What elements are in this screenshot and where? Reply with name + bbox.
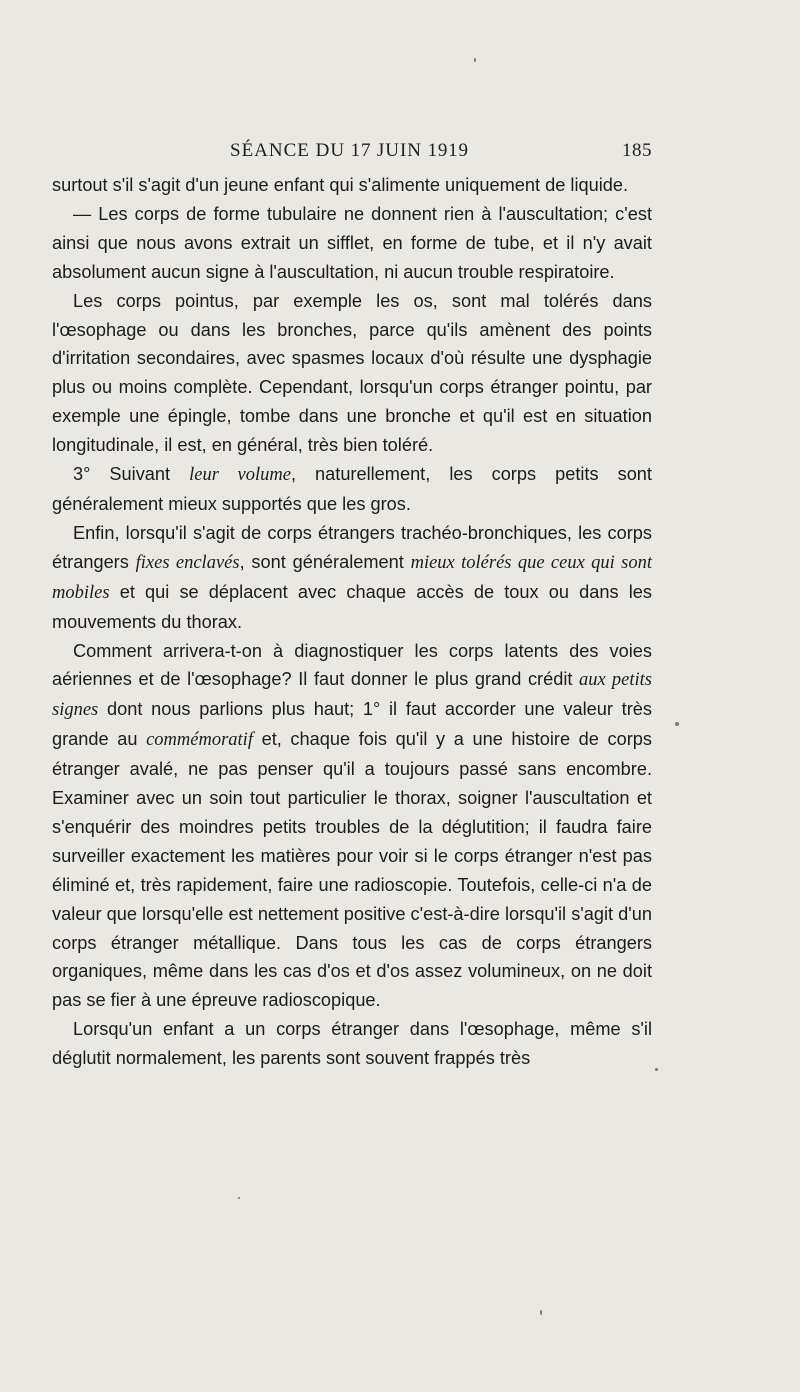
paper-speck: [655, 1068, 658, 1071]
paragraph-text: Lorsqu'un enfant a un corps étranger dans l'œsophage, même s'il déglutit normalement, les parents sont souvent frappés très: [52, 1019, 652, 1069]
paragraph-text: et, chaque fois qu'il y a une histoire de corps étranger avalé, ne pas penser qu'il a toujours passé sans encombre. Examiner avec un soin tout particulier le thorax, soigner l'auscultation et s'enquérir des moindres petits troubles de la déglutition; il faudra faire surveiller exactement les matières pour voir si le corps étranger n'est pas éliminé et, très rapidement, faire une radioscopie. Toutefois, celle-ci n'a de valeur que lorsqu'elle est nettement positive c'est-à-dire lorsqu'il s'agit d'un corps étranger métallique. Dans tous les cas de corps étrangers organiques, même dans les cas d'os et d'os assez volumineux, on ne doit pas se fier à une épreuve radioscopique.: [52, 729, 652, 1011]
header-title-prefix: SÉANCE DU: [230, 140, 346, 161]
body-text: [52, 171, 652, 1073]
page-number: 185: [622, 140, 652, 161]
paragraph-text: dont nous parlions plus haut; 1° il faut accorder une valeur très grande au: [52, 699, 652, 750]
paragraph: [52, 637, 652, 1016]
header-title-month: JUIN: [376, 140, 422, 161]
italic-phrase: fixes enclavés: [135, 552, 240, 573]
paragraph: [52, 200, 652, 287]
italic-phrase: mieux tolérés que ceux qui sont mobiles: [52, 552, 652, 603]
paragraph-text: et qui se déplacent avec chaque accès de toux ou dans les mouvements du thorax.: [52, 581, 652, 632]
italic-phrase: leur volume: [189, 465, 291, 486]
paragraph-text: Comment arrivera-t-on à diagnostiquer les corps latents des voies aériennes et de l'œsophage? Il faut donner le plus grand crédit: [52, 640, 652, 690]
paper-speck: [675, 722, 679, 726]
paragraph-text: surtout s'il s'agit d'un jeune enfant qui s'alimente uniquement de liquide.: [52, 175, 629, 195]
header-title-year: 1919: [427, 140, 469, 161]
paragraph-text: , sont généralement: [239, 551, 411, 572]
running-header: [52, 140, 652, 170]
paper-speck: [540, 1310, 542, 1315]
paragraph: [52, 171, 652, 200]
paragraph-text: 3° Suivant: [73, 464, 190, 485]
paragraph: [52, 287, 652, 460]
paragraph: [52, 519, 652, 637]
italic-phrase: commémoratif: [146, 730, 253, 751]
paper-speck: [238, 1197, 240, 1199]
paragraph-text: Enfin, lorsqu'il s'agit de corps étrangers trachéo-bronchiques, les corps étrangers: [52, 522, 652, 572]
header-title-day: 17: [350, 140, 372, 161]
italic-phrase: aux petits signes: [52, 670, 652, 721]
paragraph-text: — Les corps de forme tubulaire ne donnent rien à l'auscultation; c'est ainsi que nous avons extrait un sifflet, en forme de tube, et il n'y avait absolument aucun signe à l'auscultation, ni aucun trouble respiratoire.: [52, 203, 652, 282]
paper-speck: [474, 58, 476, 62]
paragraph: [52, 1015, 652, 1073]
paragraph-text: , naturellement, les corps petits sont généralement mieux supportés que les gros.: [52, 464, 652, 514]
paragraph-text: Les corps pointus, par exemple les os, sont mal tolérés dans l'œsophage ou dans les bronches, parce qu'ils amènent des points d'irritation secondaires, avec spasmes locaux d'où résulte une dysphagie plus ou moins complète. Cependant, lorsqu'un corps étranger pointu, par exemple une épingle, tombe dans une bronche et qu'il est en situation longitudinale, il est, en général, très bien toléré.: [52, 290, 652, 456]
header-title: [230, 140, 469, 162]
paragraph: [52, 460, 652, 519]
